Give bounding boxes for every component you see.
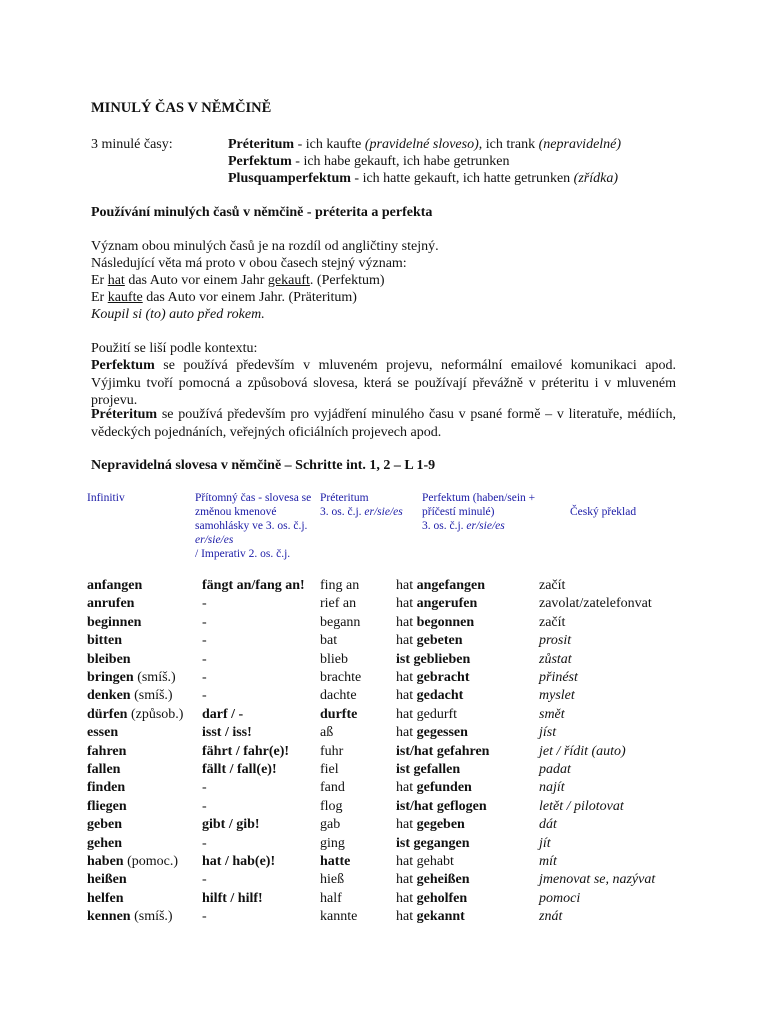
tense-note: (zřídka) — [573, 171, 618, 186]
perfekt-auxiliary: ist — [396, 835, 414, 851]
tense-line-plusquamperfektum — [228, 171, 618, 187]
cell-preteritum: hieß — [320, 872, 345, 888]
perfekt-auxiliary: ist — [396, 651, 414, 667]
example-text: Er — [91, 273, 108, 288]
cell-perfektum — [396, 744, 489, 760]
cell-translation: zůstat — [539, 651, 572, 667]
perfekt-auxiliary: hat — [396, 614, 417, 630]
cell-preteritum: ging — [320, 835, 345, 851]
header-text: 3. os. č.j. — [422, 520, 467, 532]
cell-preteritum: bat — [320, 633, 338, 649]
perfekt-participle: gedacht — [416, 688, 464, 704]
perfekt-auxiliary: hat — [396, 688, 417, 704]
verb-note: (smíš.) — [133, 670, 176, 685]
verb-note: (způsob.) — [127, 706, 184, 722]
verb-infinitive: gehen — [87, 835, 122, 851]
tense-example: ich hatte gekauft, ich hatte getrunken — [362, 171, 574, 186]
cell-infinitiv — [87, 854, 178, 870]
cell-present: - — [202, 835, 207, 851]
cell-translation: dát — [539, 817, 557, 833]
perfekt-participle: geholfen — [416, 890, 468, 906]
table-row — [0, 725, 768, 743]
cell-perfektum — [396, 725, 468, 741]
verb-infinitive: anrufen — [87, 596, 135, 612]
cell-perfektum — [396, 762, 460, 778]
perfekt-auxiliary: ist — [396, 762, 414, 777]
perfekt-auxiliary: hat — [396, 817, 417, 833]
verb-infinitive: bitten — [87, 633, 122, 649]
perfekt-participle: gefallen — [413, 762, 461, 777]
perfekt-auxiliary: hat — [396, 596, 417, 612]
cell-preteritum: dachte — [320, 688, 357, 704]
example-text: . (Perfektum) — [309, 273, 385, 288]
cell-translation: jít — [539, 835, 551, 851]
cell-infinitiv — [87, 707, 183, 723]
cell-perfektum — [396, 596, 477, 612]
cell-translation: jmenovat se, nazývat — [539, 872, 656, 888]
cell-present: fällt / fall(e)! — [202, 762, 277, 777]
table-row — [0, 891, 768, 909]
header-text: 3. os. č.j. — [320, 506, 365, 518]
paragraph-term: Préteritum — [91, 407, 158, 422]
paragraph-preteritum — [91, 406, 676, 441]
tense-example-2: , ich trank — [478, 137, 539, 152]
cell-translation: znát — [539, 909, 563, 925]
cell-infinitiv — [87, 725, 118, 741]
cell-preteritum: flog — [320, 798, 343, 814]
cell-infinitiv — [87, 817, 122, 833]
perfekt-participle: begonnen — [416, 614, 475, 630]
table-row — [0, 596, 768, 614]
cell-perfektum — [396, 615, 474, 631]
example-verb: kaufte — [107, 290, 143, 305]
perfekt-auxiliary: hat — [396, 890, 417, 906]
cell-preteritum: fuhr — [320, 743, 344, 759]
cell-present: - — [202, 614, 207, 630]
cell-preteritum: blieb — [320, 651, 348, 667]
cell-present: - — [202, 596, 207, 612]
perfekt-participle: gekannt — [416, 909, 465, 925]
cell-present: fängt an/fang an! — [202, 578, 305, 593]
table-row — [0, 872, 768, 890]
table-row — [0, 670, 768, 688]
table-row — [0, 762, 768, 780]
table-row — [0, 780, 768, 798]
paragraph-perfektum — [91, 357, 676, 410]
cell-perfektum — [396, 707, 457, 723]
cell-translation: začít — [539, 614, 566, 630]
column-header-infinitiv: Infinitiv — [87, 492, 125, 504]
perfekt-participle: gebeten — [416, 633, 463, 649]
header-text: Perfektum (haben/sein + příčestí minulé) — [422, 492, 536, 518]
tense-note: (pravidelné sloveso) — [364, 137, 479, 152]
perfekt-auxiliary: hat — [396, 909, 417, 925]
cell-present: - — [202, 688, 207, 704]
header-pronouns: er/sie/es — [466, 520, 505, 532]
cell-present: hat / hab(e)! — [202, 854, 276, 869]
tense-line-preteritum — [228, 137, 621, 153]
context-intro: Použití se liší podle kontextu: — [91, 341, 258, 356]
section-heading-irregular: Nepravidelná slovesa v němčině – Schritte int. 1, 2 – L 1-9 — [91, 458, 436, 473]
paragraph-text: se používá především v mluveném projevu, neformální emailové komunikaci apod. Výjimku tvoří pomocná a způsobová slovesa, která se používají převážně v préteritu i v mluveném projevu. — [91, 358, 676, 408]
cell-perfektum — [396, 578, 485, 594]
cell-translation: smět — [539, 706, 565, 722]
perfekt-auxiliary: hat — [396, 780, 417, 796]
cell-infinitiv — [87, 909, 173, 925]
perfekt-participle: gegeben — [416, 817, 465, 833]
perfekt-auxiliary: hat — [396, 633, 417, 649]
tense-line-perfektum — [228, 154, 509, 170]
table-row — [0, 909, 768, 927]
verb-infinitive: finden — [87, 780, 126, 796]
perfekt-participle: gegangen — [413, 835, 470, 851]
cell-perfektum — [396, 872, 470, 888]
cell-preteritum: half — [320, 890, 342, 906]
perfekt-participle: angerufen — [416, 596, 478, 612]
table-row — [0, 707, 768, 725]
verb-infinitive: dürfen — [87, 706, 128, 722]
cell-present: darf / - — [202, 706, 244, 722]
cell-preteritum: fing an — [320, 578, 360, 593]
perfekt-participle: geheißen — [416, 872, 470, 888]
page-title: MINULÝ ČAS V NĚMČINĚ — [91, 100, 272, 116]
verb-infinitive: kennen — [87, 909, 131, 925]
cell-present: hilft / hilf! — [202, 890, 263, 906]
perfekt-auxiliary: hat — [396, 670, 417, 685]
cell-present: - — [202, 780, 207, 796]
table-row — [0, 817, 768, 835]
tense-example: ich kaufte — [305, 137, 365, 152]
header-pronouns: er/sie/es — [195, 534, 234, 546]
verb-infinitive: haben — [87, 854, 124, 869]
section-heading-usage: Používání minulých časů v němčině - préterita a perfekta — [91, 205, 433, 220]
cell-present: - — [202, 909, 207, 925]
tense-name: Plusquamperfektum — [228, 171, 351, 186]
cell-infinitiv — [87, 670, 176, 686]
cell-present: - — [202, 633, 207, 649]
cell-preteritum: begann — [320, 614, 361, 630]
cell-infinitiv — [87, 596, 134, 612]
cell-perfektum — [396, 891, 467, 907]
verb-infinitive: fallen — [87, 762, 121, 777]
header-text: / Imperativ 2. os. č.j. — [195, 548, 291, 560]
perfekt-participle: geblieben — [413, 651, 471, 667]
verb-infinitive: essen — [87, 725, 119, 741]
verb-infinitive: helfen — [87, 890, 124, 906]
cell-preteritum: brachte — [320, 670, 362, 685]
verb-infinitive: anfangen — [87, 578, 143, 593]
paragraph-text: se používá především pro vyjádření minulého času v psané formě – v literatuře, médiích, vědeckých pojednáních, veřejných oficiálních projevech apod. — [91, 407, 676, 440]
cell-preteritum: fand — [320, 780, 345, 796]
perfekt-participle: gegessen — [416, 725, 468, 741]
example-prateritum — [91, 289, 357, 307]
perfekt-participle: geflogen — [436, 798, 487, 814]
perfekt-participle: gebracht — [416, 670, 470, 685]
table-row — [0, 854, 768, 872]
example-text: Er — [91, 290, 108, 305]
verb-note: (pomoc.) — [123, 854, 179, 869]
perfekt-participle: angefangen — [416, 578, 486, 593]
cell-translation: začít — [539, 578, 566, 593]
perfekt-participle: gefahren — [436, 743, 490, 759]
perfekt-auxiliary: hat gehabt — [396, 854, 454, 869]
tense-name: Préteritum — [228, 137, 295, 152]
cell-infinitiv — [87, 762, 120, 778]
cell-infinitiv — [87, 744, 126, 760]
column-header-present — [195, 491, 317, 561]
cell-translation: zavolat/zatelefonvat — [539, 596, 652, 612]
perfekt-auxiliary: hat gedurft — [396, 706, 458, 722]
cell-preteritum: kannte — [320, 909, 358, 925]
verb-infinitive: geben — [87, 817, 122, 833]
perfekt-auxiliary: hat — [396, 725, 417, 741]
cell-present: - — [202, 651, 207, 667]
column-header-preteritum — [320, 491, 415, 519]
cell-translation: pomoci — [539, 890, 581, 906]
example-perfektum — [91, 272, 385, 290]
verb-note: (smíš.) — [130, 688, 173, 704]
cell-preteritum: durfte — [320, 706, 358, 722]
cell-infinitiv — [87, 799, 127, 815]
cell-preteritum: gab — [320, 817, 341, 833]
cell-preteritum: rief an — [320, 596, 357, 612]
column-header-translation: Český překlad — [570, 506, 637, 518]
perfekt-auxiliary: ist/hat — [396, 798, 437, 814]
cell-present: gibt / gib! — [202, 817, 260, 833]
cell-translation: prosit — [539, 633, 572, 649]
example-participle: gekauft — [267, 273, 310, 288]
tense-sep: - — [350, 171, 363, 186]
verb-infinitive: heißen — [87, 872, 127, 888]
cell-perfektum — [396, 780, 472, 796]
cell-perfektum — [396, 670, 470, 686]
tenses-label: 3 minulé časy: — [91, 137, 173, 152]
tense-example: ich habe gekauft, ich habe getrunken — [303, 154, 510, 169]
cell-perfektum — [396, 836, 470, 852]
cell-infinitiv — [87, 578, 142, 594]
verb-infinitive: bleiben — [87, 651, 131, 667]
example-aux: hat — [107, 273, 125, 288]
header-pronouns: er/sie/es — [364, 506, 403, 518]
cell-present: - — [202, 670, 207, 685]
cell-infinitiv — [87, 688, 173, 704]
verb-infinitive: denken — [87, 688, 131, 704]
cell-perfektum — [396, 909, 465, 925]
header-text: Préteritum — [320, 492, 369, 504]
cell-present: fährt / fahr(e)! — [202, 743, 290, 759]
cell-translation: letět / pilotovat — [539, 798, 624, 814]
cell-translation: přinést — [539, 670, 578, 685]
usage-line-1: Význam obou minulých časů je na rozdíl od angličtiny stejný. — [91, 239, 439, 254]
cell-perfektum — [396, 817, 465, 833]
table-row — [0, 836, 768, 854]
example-text: das Auto vor einem Jahr — [124, 273, 268, 288]
tense-name: Perfektum — [228, 154, 292, 169]
perfekt-auxiliary: hat — [396, 578, 417, 593]
cell-preteritum: fiel — [320, 762, 339, 777]
cell-infinitiv — [87, 780, 125, 796]
cell-infinitiv — [87, 652, 131, 668]
example-text: das Auto vor einem Jahr. (Präteritum) — [142, 290, 357, 305]
table-row — [0, 633, 768, 651]
table-row — [0, 578, 768, 596]
table-row — [0, 799, 768, 817]
column-header-perfektum — [422, 491, 562, 533]
verb-infinitive: bringen — [87, 670, 134, 685]
verb-infinitive: beginnen — [87, 614, 142, 630]
cell-translation: myslet — [539, 688, 575, 704]
tense-sep: - — [294, 137, 306, 152]
cell-preteritum: hatte — [320, 854, 351, 869]
table-row — [0, 744, 768, 762]
cell-infinitiv — [87, 615, 141, 631]
table-row — [0, 615, 768, 633]
header-text: Přítomný čas - slovesa se změnou kmenové samohlásky ve 3. os. č.j. — [195, 492, 312, 532]
cell-infinitiv — [87, 633, 122, 649]
cell-translation: najít — [539, 780, 565, 796]
tense-sep: - — [291, 154, 304, 169]
cell-infinitiv — [87, 891, 124, 907]
cell-preteritum: aß — [320, 725, 334, 741]
cell-translation: padat — [539, 762, 571, 777]
tense-note-2: (nepravidelné) — [538, 137, 622, 152]
cell-translation: jet / řídit (auto) — [539, 743, 626, 759]
cell-present: - — [202, 798, 207, 814]
cell-perfektum — [396, 854, 454, 870]
perfekt-auxiliary: hat — [396, 872, 417, 888]
cell-present: isst / iss! — [202, 725, 252, 741]
cell-translation: jíst — [539, 725, 557, 741]
cell-perfektum — [396, 688, 463, 704]
paragraph-term: Perfektum — [91, 358, 155, 373]
table-row — [0, 652, 768, 670]
cell-present: - — [202, 872, 207, 888]
perfekt-auxiliary: ist/hat — [396, 743, 437, 759]
usage-line-2: Následující věta má proto v obou časech stejný význam: — [91, 256, 407, 271]
verb-infinitive: fahren — [87, 743, 127, 759]
verb-infinitive: fliegen — [87, 798, 127, 814]
example-translation: Koupil si (to) auto před rokem. — [91, 307, 265, 322]
cell-perfektum — [396, 799, 487, 815]
verb-note: (smíš.) — [130, 909, 173, 925]
cell-perfektum — [396, 633, 463, 649]
perfekt-participle: gefunden — [416, 780, 472, 796]
cell-perfektum — [396, 652, 470, 668]
table-row — [0, 688, 768, 706]
cell-translation: mít — [539, 854, 557, 869]
cell-infinitiv — [87, 872, 127, 888]
cell-infinitiv — [87, 836, 122, 852]
